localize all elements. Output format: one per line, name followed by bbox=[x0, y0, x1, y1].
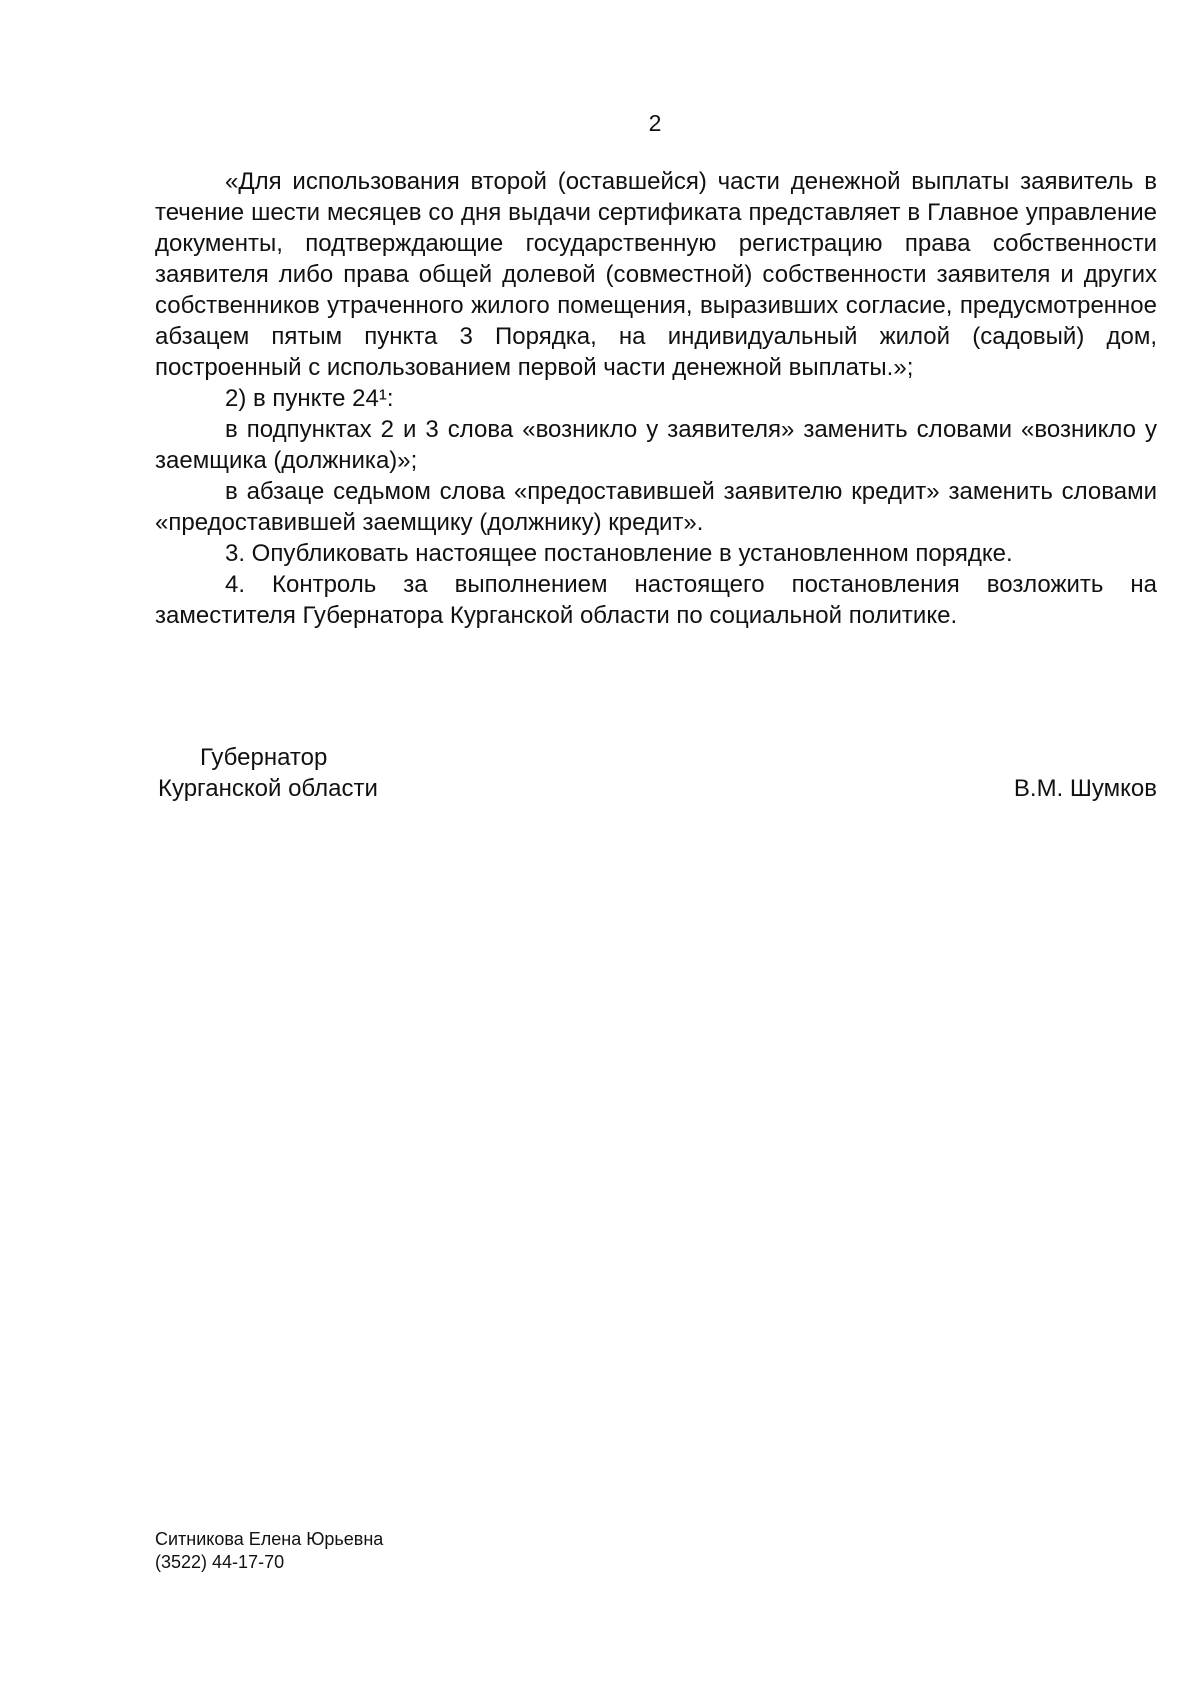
paragraph-seventh-abzats: в абзаце седьмом слова «предоставившей заявителю кредит» заменить словами «предоставившей заемщику (должнику) кредит». bbox=[155, 478, 1157, 536]
page-number: 2 bbox=[648, 110, 662, 136]
signatory-name: В.М. Шумков bbox=[1013, 775, 1157, 802]
executor-contacts bbox=[155, 1528, 383, 1574]
paragraph-item-4-control: 4. Контроль за выполнением настоящего постановления возложить на заместителя Губернатора Курганской области по социальной политике. bbox=[155, 571, 1157, 629]
paragraph-item-3-publish: 3. Опубликовать настоящее постановление в установленном порядке. bbox=[225, 540, 1013, 567]
document-body bbox=[155, 166, 1157, 631]
signatory-position: Губернатор bbox=[200, 744, 328, 771]
paragraph-subitems-2-3: в подпунктах 2 и 3 слова «возникло у заявителя» заменить словами «возникло у заемщика (должника)»; bbox=[155, 416, 1157, 474]
executor-name: Ситникова Елена Юрьевна bbox=[155, 1529, 384, 1549]
paragraph-quoted-amendment: «Для использования второй (оставшейся) части денежной выплаты заявитель в течение шести месяцев со дня выдачи сертификата представляет в Главное управление документы, подтверждающие государственную регистрацию права собственности заявителя либо права общей долевой (совместной) собственности заявителя и других собственников утраченного жилого помещения, выразивших согласие, предусмотренное абзацем пятым пункта 3 Порядка, на индивидуальный жилой (садовый) дом, построенный с использованием первой части денежной выплаты.»; bbox=[155, 168, 1157, 381]
executor-phone: (3522) 44-17-70 bbox=[155, 1552, 285, 1572]
paragraph-item-2: 2) в пункте 24¹: bbox=[225, 385, 394, 412]
signatory-region: Курганской области bbox=[158, 775, 378, 802]
